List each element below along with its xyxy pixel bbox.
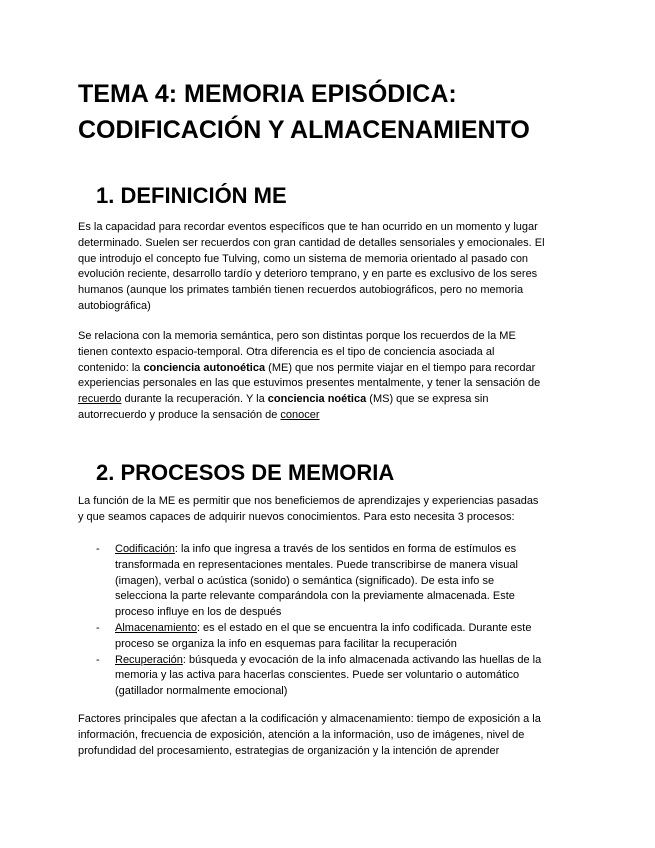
text-line: que introdujo el concepto fue Tulving, como un sistema de memoria orientado al pasado con bbox=[78, 252, 529, 265]
underlined-term-recuerdo: recuerdo bbox=[78, 393, 122, 406]
text-run: contenido: la bbox=[78, 361, 144, 374]
text-run: durante la recuperación. Y la bbox=[121, 393, 268, 406]
text-line bbox=[115, 542, 586, 558]
text-line bbox=[78, 408, 583, 424]
text-line: evolución reciente, desarrollo tardío y deterioro temprano, y en parte es exclusivo de los seres bbox=[78, 268, 538, 281]
text-line bbox=[78, 392, 583, 408]
text-line: (imagen), verbal o acústica (sonido) o semántica (significado). De esta info se bbox=[115, 574, 495, 587]
title-line-2: CODIFICACIÓN Y ALMACENAMIENTO bbox=[78, 116, 530, 144]
text-line: profundidad del procesamiento, estrategias de organización y la intención de aprender bbox=[78, 744, 500, 757]
text-line: determinado. Suelen ser recuerdos con gran cantidad de detalles sensoriales y emocionales. El bbox=[78, 236, 545, 249]
list-item-codificacion bbox=[96, 542, 586, 621]
text-line: y que seamos capaces de adquirir nuevos conocimientos. Para esto necesita 3 procesos: bbox=[78, 510, 515, 523]
text-run: : es el estado en el que se encuentra la info codificada. Durante este bbox=[196, 621, 532, 634]
title-line-1: TEMA 4: MEMORIA EPISÓDICA: bbox=[78, 80, 457, 108]
underlined-term-codificacion: Codificación bbox=[115, 543, 175, 555]
underlined-term-recuperacion: Recuperación bbox=[115, 653, 183, 666]
text-line: tienen contexto espacio-temporal. Otra diferencia es el tipo de conciencia asociada al bbox=[78, 345, 495, 358]
text-line: humanos (aunque los primates también tienen recuerdos autobiográficos, pero no memoria bbox=[78, 284, 524, 297]
text-line: memoria y las activa para hacerlas conscientes. Puede ser voluntario o automático bbox=[115, 669, 520, 682]
semantic-relation-paragraph bbox=[78, 329, 583, 424]
underlined-term-almacenamiento: Almacenamiento bbox=[115, 621, 197, 634]
section-heading-procesos: 2. PROCESOS DE MEMORIA bbox=[96, 460, 395, 485]
section-heading-definicion: 1. DEFINICIÓN ME bbox=[96, 183, 287, 208]
text-line: transformada en representaciones mentales. Puede transcribirse de manera visual bbox=[115, 558, 518, 571]
text-line: proceso se organiza la info en esquemas para facilitar la recuperación bbox=[115, 637, 457, 650]
text-line: proceso influye en los de después bbox=[115, 606, 282, 619]
text-line bbox=[78, 361, 583, 377]
document-title bbox=[78, 76, 618, 148]
bold-term-noetica: conciencia noética bbox=[267, 393, 367, 406]
text-line: selecciona la parte relevante comparándola con la previamente almacenada. Este bbox=[115, 590, 515, 603]
list-item-almacenamiento bbox=[96, 621, 586, 653]
text-line: Factores principales que afectan a la codificación y almacenamiento: tiempo de exposición a la bbox=[78, 713, 541, 725]
text-run: (MS) que se expresa sin bbox=[366, 393, 489, 406]
text-line: información, frecuencia de exposición, atención a la información, uso de imágenes, nivel de bbox=[78, 728, 525, 741]
text-line: autobiográfica) bbox=[78, 299, 151, 312]
underlined-term-conocer: conocer bbox=[280, 408, 320, 421]
text-line: experiencias personales en las que estuvimos presentes mentalmente, y tener la sensación de bbox=[78, 377, 541, 390]
list-item-recuperacion bbox=[96, 653, 586, 700]
processes-list bbox=[96, 542, 586, 700]
text-run: (ME) que nos permite viajar en el tiempo para recordar bbox=[265, 361, 536, 374]
dash-bullet: - bbox=[96, 621, 100, 634]
text-line bbox=[115, 621, 586, 637]
processes-intro-paragraph bbox=[78, 494, 583, 526]
definition-paragraph bbox=[78, 220, 583, 315]
dash-bullet: - bbox=[96, 653, 100, 666]
text-line: La función de la ME es permitir que nos beneficiemos de aprendizajes y experiencias pasadas bbox=[78, 495, 539, 507]
text-run: autorrecuerdo y produce la sensación de bbox=[78, 408, 281, 421]
text-run: : búsqueda y evocación de la info almacenada activando las huellas de la bbox=[182, 653, 542, 666]
bold-term-autonoetica: conciencia autonoética bbox=[143, 361, 266, 374]
factors-paragraph bbox=[78, 712, 583, 759]
text-line: Se relaciona con la memoria semántica, pero son distintas porque los recuerdos de la ME bbox=[78, 330, 516, 342]
text-line: (gatillador normalmente emocional) bbox=[115, 685, 288, 698]
dash-bullet: - bbox=[96, 543, 100, 555]
text-line bbox=[115, 653, 586, 669]
text-run: : la info que ingresa a través de los sentidos en forma de estímulos es bbox=[174, 543, 517, 555]
text-line: Es la capacidad para recordar eventos específicos que te han ocurrido en un momento y lugar bbox=[78, 221, 538, 233]
